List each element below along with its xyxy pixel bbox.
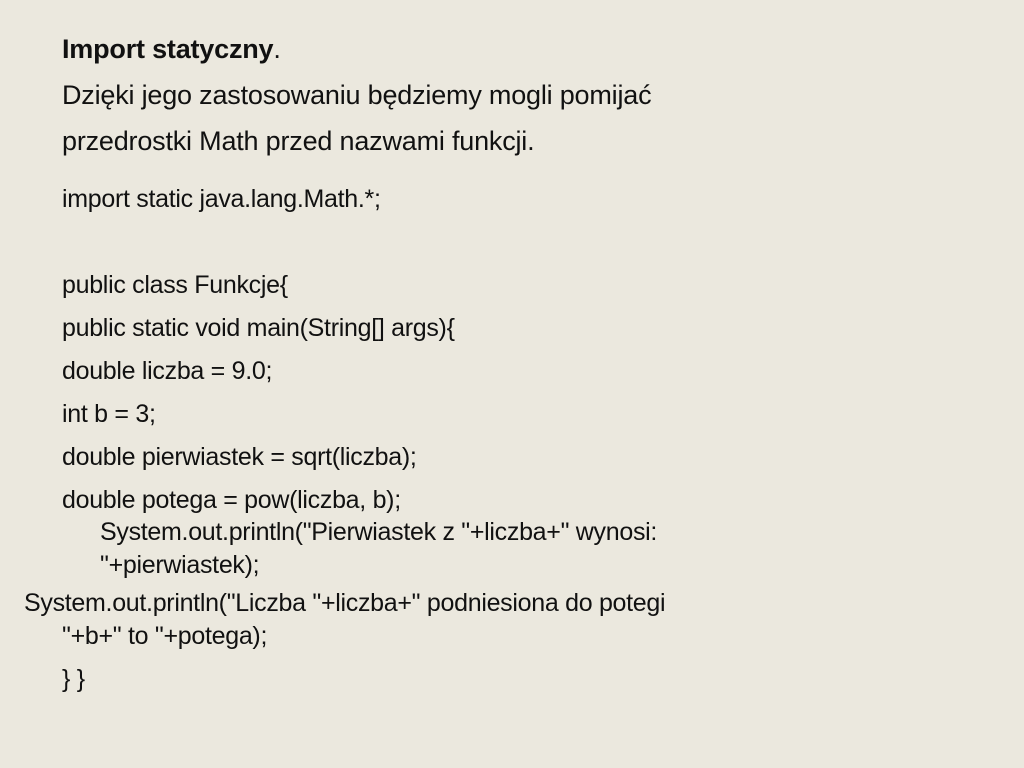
code-listing	[24, 178, 972, 701]
code-blank-line	[62, 221, 972, 264]
code-println-pow	[24, 587, 972, 653]
code-int-line: int b = 3;	[62, 400, 156, 428]
code-println-sqrt-part-1: System.out.println("Pierwiastek z "+liczba+" wynosi:	[100, 518, 658, 546]
slide-heading	[62, 26, 982, 164]
code-println-sqrt-part-2: "+pierwiastek);	[100, 551, 260, 579]
code-closing-braces: } }	[62, 665, 85, 693]
heading-line-3: przedrostki Math przed nazwami funkcji.	[62, 126, 535, 156]
code-class-line: public class Funkcje{	[62, 271, 288, 299]
code-println-pow-part-2: "+b+" to "+potega);	[62, 622, 268, 650]
heading-title-dot: .	[273, 34, 281, 64]
heading-title	[62, 26, 982, 72]
code-main-line: public static void main(String[] args){	[62, 314, 455, 342]
code-pow-line: double potega = pow(liczba, b);	[62, 486, 401, 514]
code-println-pow-part-1: System.out.println("Liczba "+liczba+" podniesiona do potegi	[24, 589, 666, 617]
heading-line-2: Dzięki jego zastosowaniu będziemy mogli pomijać	[62, 80, 652, 110]
code-import-line: import static java.lang.Math.*;	[62, 185, 381, 213]
code-sqrt-line: double pierwiastek = sqrt(liczba);	[62, 443, 417, 471]
code-println-sqrt	[62, 516, 972, 582]
heading-title-bold: Import statyczny	[62, 34, 274, 64]
code-liczba-line: double liczba = 9.0;	[62, 357, 273, 385]
